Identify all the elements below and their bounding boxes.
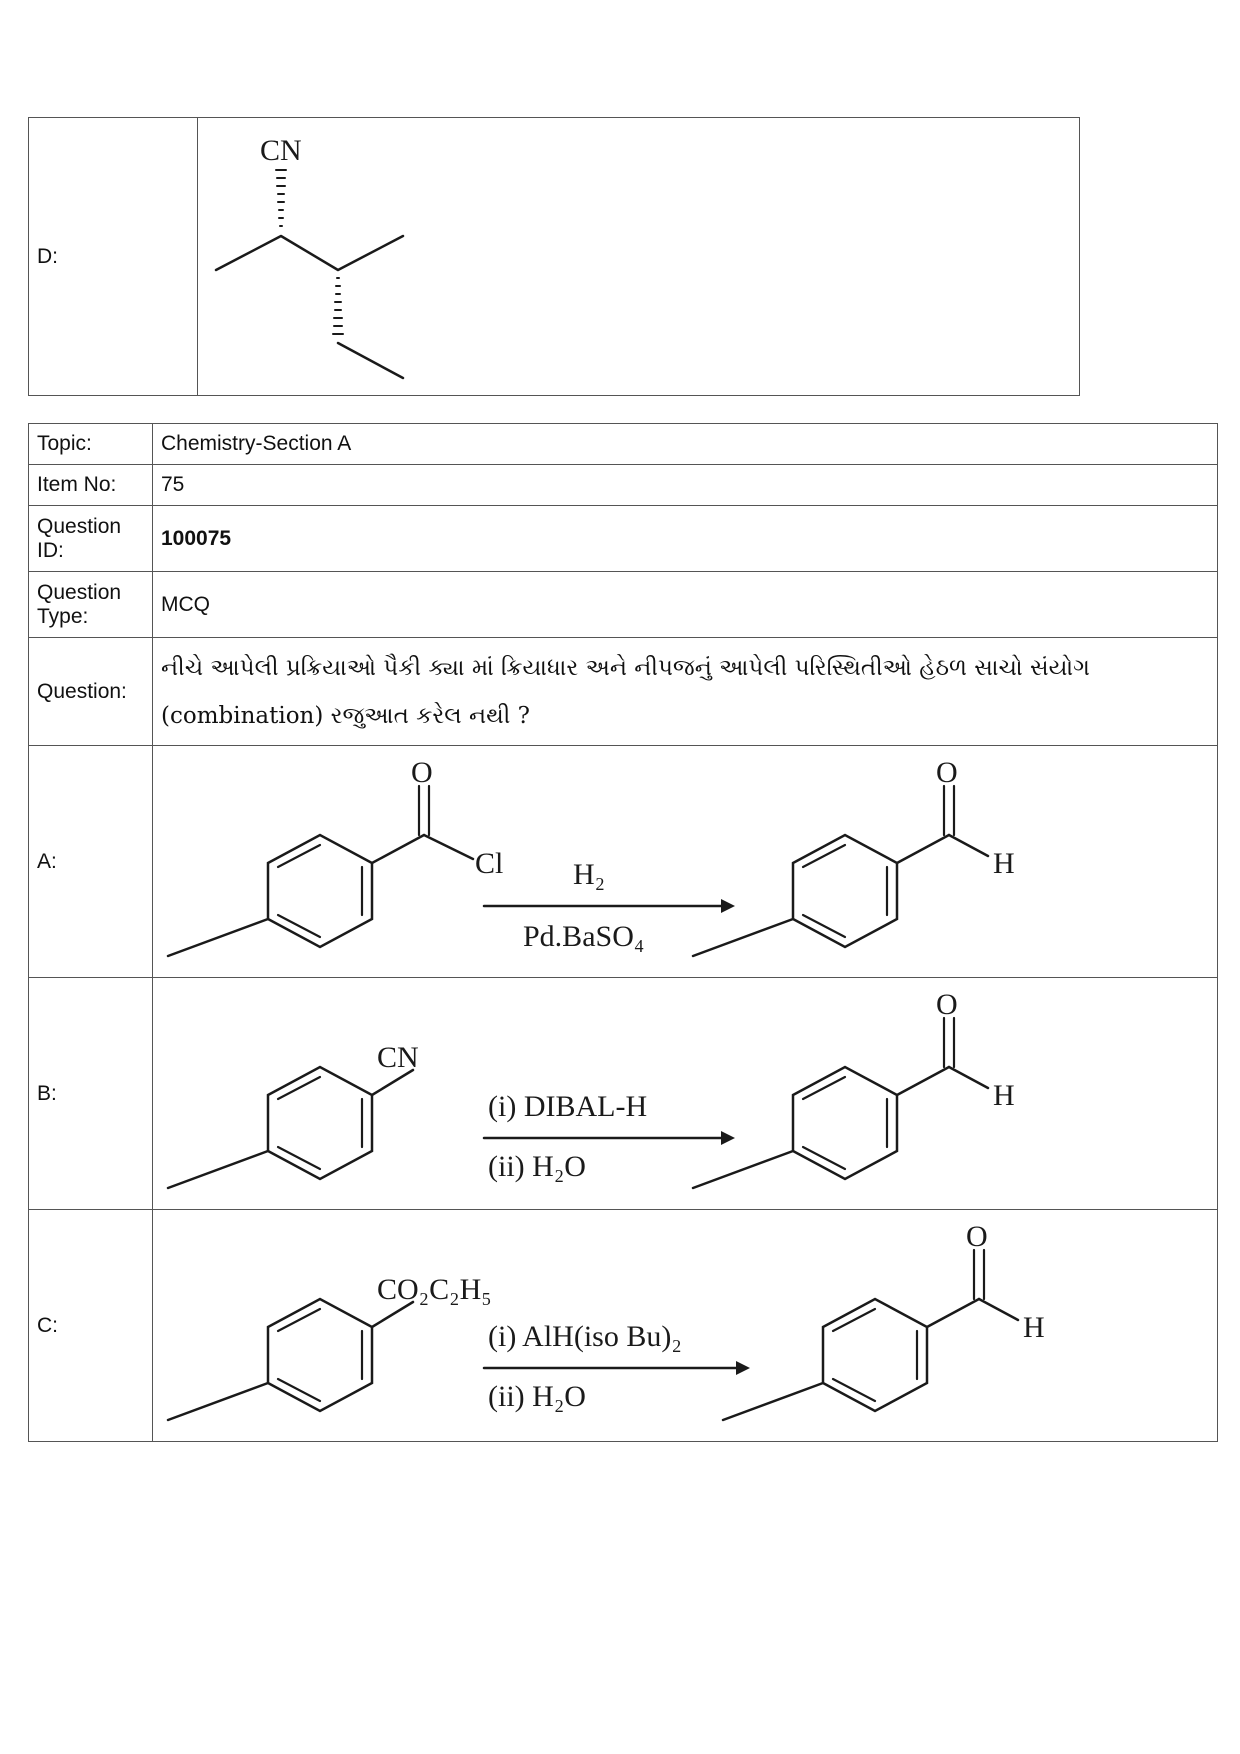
item-no-label: Item No:: [29, 465, 153, 506]
option-a-label: A:: [29, 746, 153, 978]
reagent-a-top: H₂: [573, 858, 606, 891]
carbon-skeleton: [216, 236, 403, 270]
option-a-reaction: [153, 746, 1217, 972]
arrow-head-b: [721, 1131, 735, 1145]
topic-value: Chemistry-Section A: [153, 424, 1218, 465]
option-d-table: [28, 117, 1080, 396]
product-oxygen-c: O: [966, 1220, 988, 1253]
reagent-b-top: (i) DIBAL-H: [488, 1090, 648, 1123]
product-c: [723, 1220, 1045, 1420]
substituent-c: CO₂C₂H₅: [377, 1273, 492, 1306]
option-d-structure: [198, 118, 1078, 390]
question-id-label: Question ID:: [29, 506, 153, 572]
hashed-bond-ethyl: [333, 278, 343, 334]
reactant-c: [168, 1273, 492, 1420]
substituent-b: CN: [377, 1041, 419, 1074]
question-label: Question:: [29, 638, 153, 746]
option-d-label: D:: [29, 118, 198, 396]
product-oxygen-a: O: [936, 756, 958, 789]
nitrile-text: CN: [260, 134, 302, 167]
question-table: [28, 423, 1218, 1442]
product-hydrogen-a: H: [993, 847, 1015, 880]
substituent-a: Cl: [475, 847, 504, 880]
option-c-cell: [153, 1210, 1218, 1442]
question-id-value: 100075: [153, 506, 1218, 572]
option-b-cell: [153, 978, 1218, 1210]
topic-label: Topic:: [29, 424, 153, 465]
reagent-c-bottom: (ii) H₂O: [488, 1380, 586, 1413]
product-b: [693, 988, 1015, 1188]
arrow-head-c: [736, 1361, 750, 1375]
option-a-cell: [153, 746, 1218, 978]
question-type-label: Question Type:: [29, 572, 153, 638]
carbonyl-oxygen-a: O: [411, 756, 433, 789]
question-type-value: MCQ: [153, 572, 1218, 638]
question-text: નીચે આપેલી પ્રક્રિયાઓ પૈકી ક્યા માં ક્રિયાધાર અને નીપજનું આપેલી પરિસ્થિતીઓ હેઠળ સાચો સંયોગ (combination) રજુઆત કરેલ નથી ?: [153, 638, 1218, 746]
item-no-value: 75: [153, 465, 1218, 506]
reagent-b-bottom: (ii) H₂O: [488, 1150, 586, 1183]
reagent-c-top: (i) AlH(iso Bu)₂: [488, 1320, 682, 1353]
reagent-a-bottom: Pd.BaSO₄: [523, 920, 645, 953]
reactant-b: [168, 1041, 419, 1188]
arrow-head-a: [721, 899, 735, 913]
option-d-structure-cell: [198, 118, 1080, 396]
reactant-a: [168, 756, 503, 956]
hashed-bond-cn: [276, 170, 286, 226]
product-hydrogen-b: H: [993, 1079, 1015, 1112]
option-b-label: B:: [29, 978, 153, 1210]
option-c-reaction: [153, 1210, 1217, 1436]
product-a: [693, 756, 1015, 956]
product-oxygen-b: O: [936, 988, 958, 1021]
option-b-reaction: [153, 978, 1217, 1204]
product-hydrogen-c: H: [1023, 1311, 1045, 1344]
option-c-label: C:: [29, 1210, 153, 1442]
